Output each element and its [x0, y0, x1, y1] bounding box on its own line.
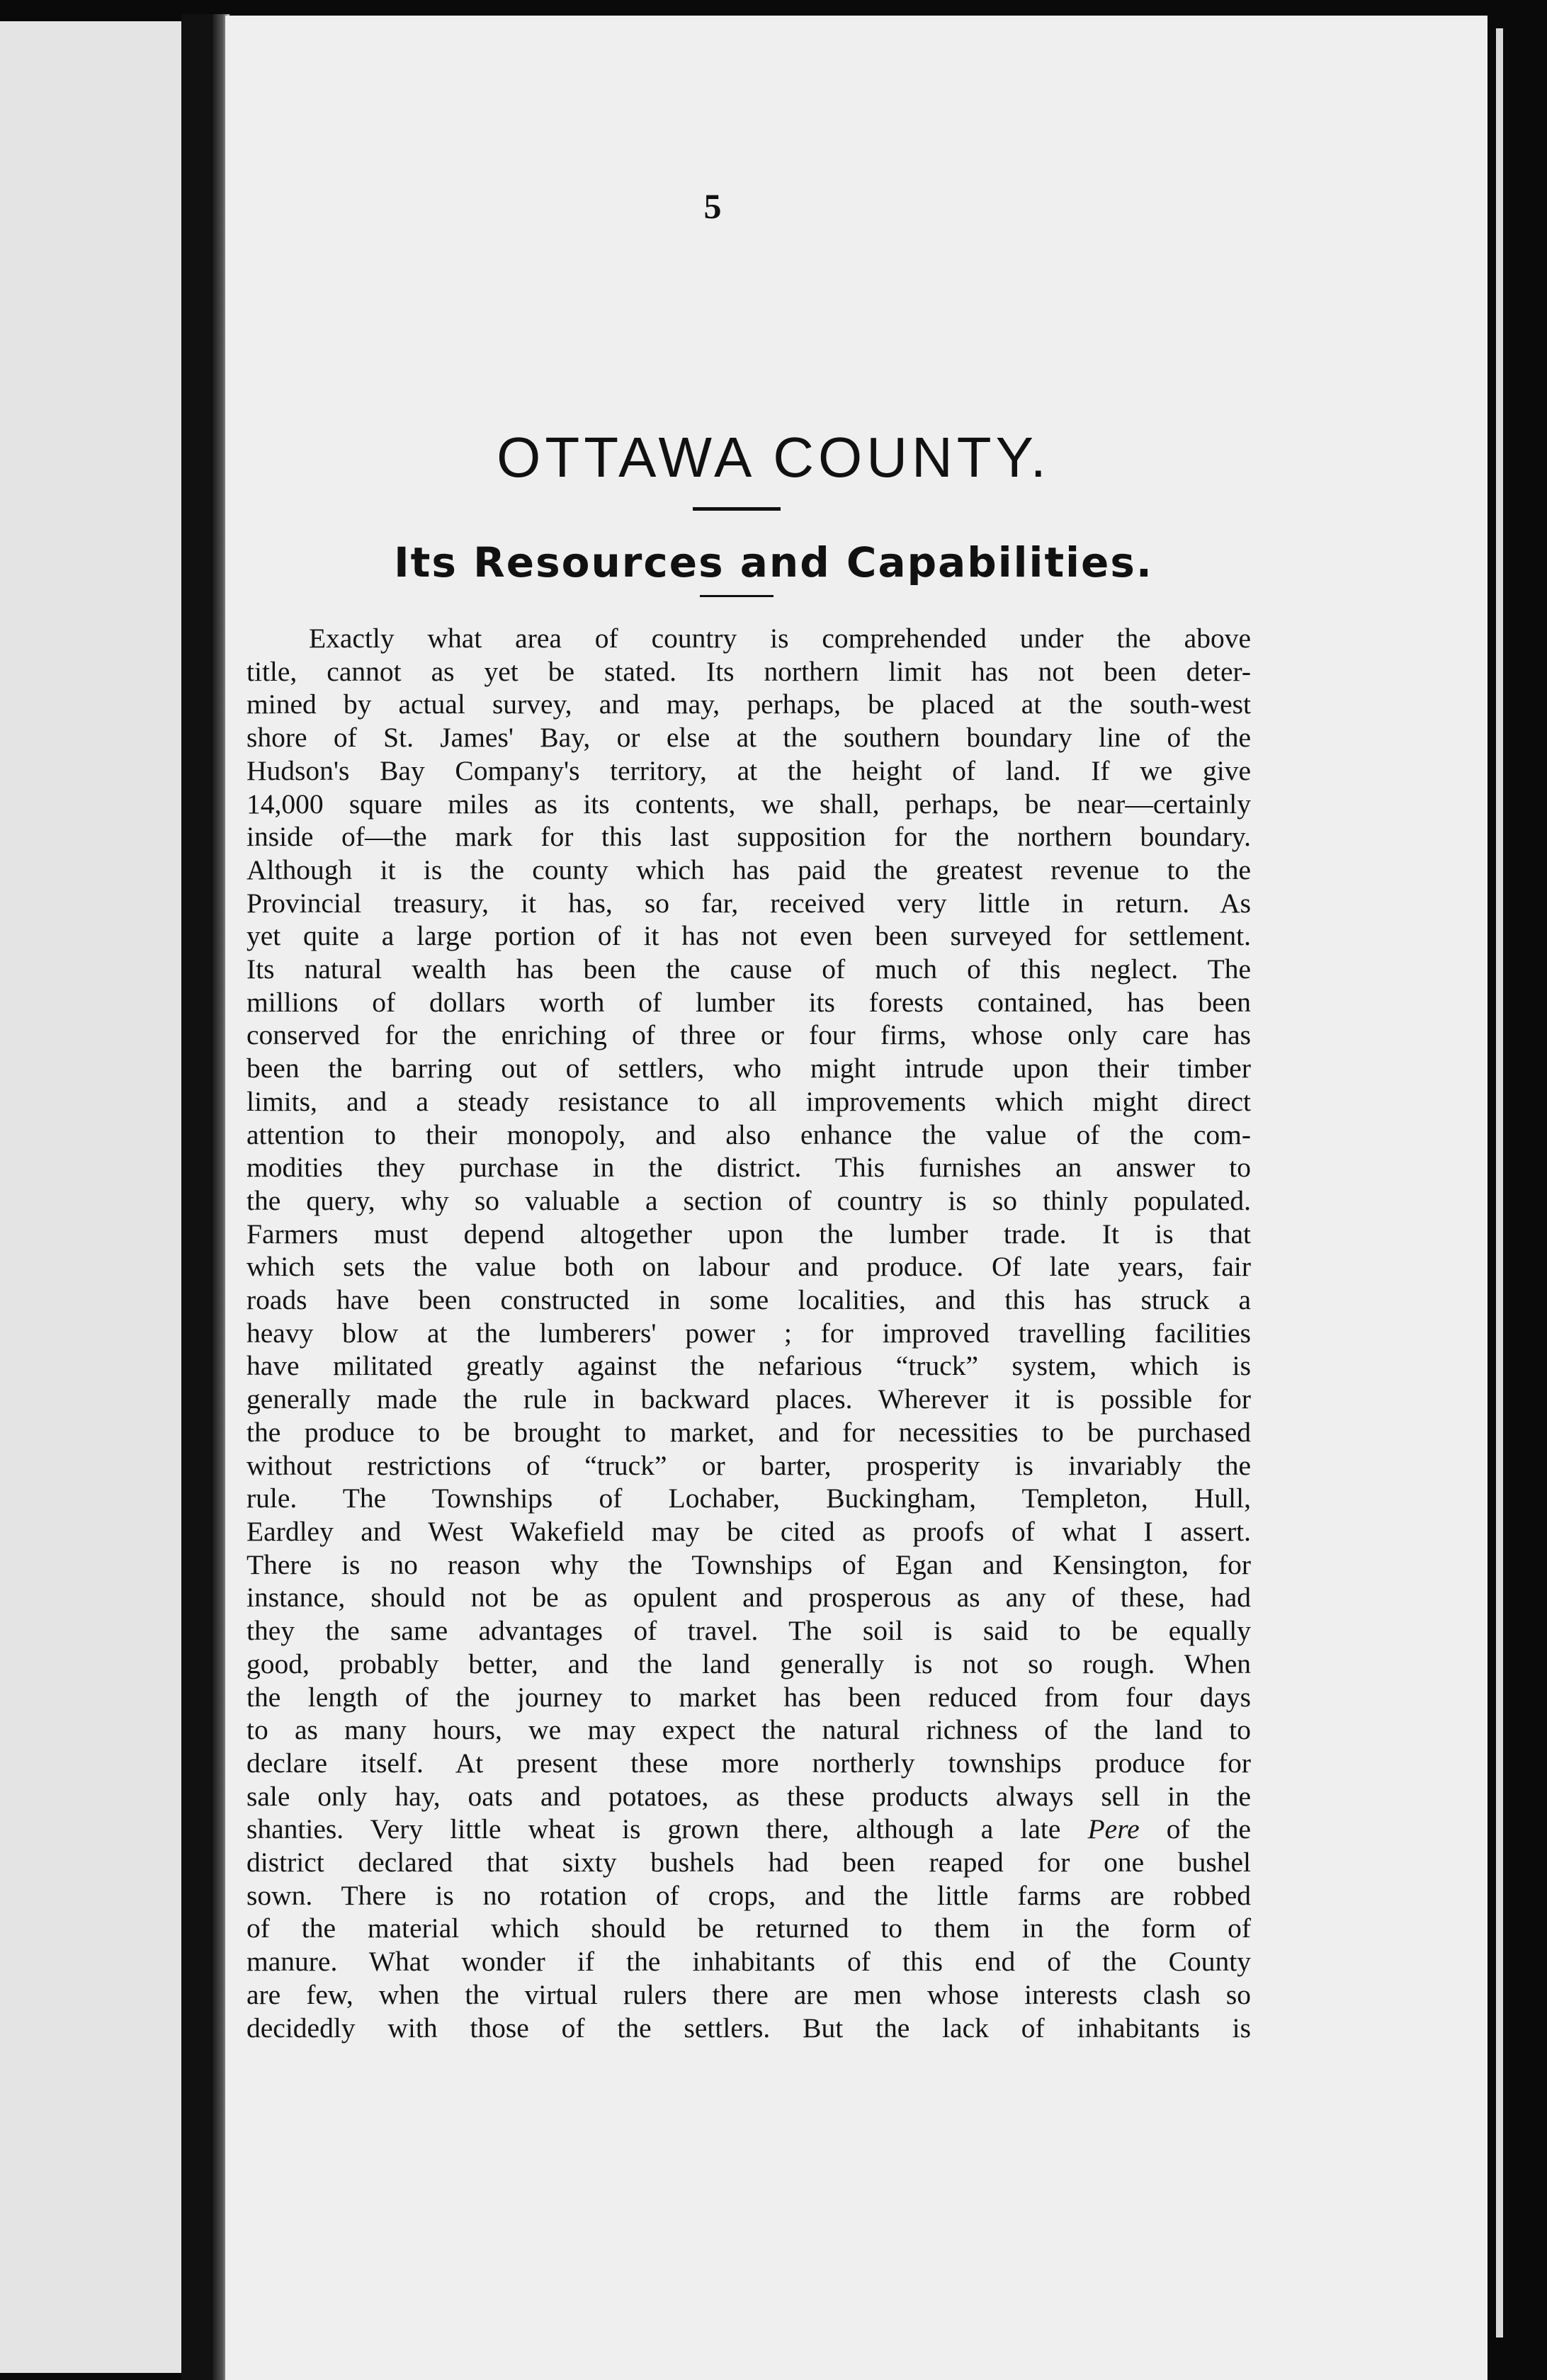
text-line: sale only hay, oats and potatoes, as these products always sell in the	[246, 1780, 1251, 1812]
text-segment: of the	[1166, 1813, 1251, 1845]
text-line: the produce to be brought to market, and for necessities to be purchased	[246, 1416, 1251, 1448]
text-line: without restrictions of “truck” or barter, prosperity is invariably the	[246, 1449, 1251, 1481]
facing-page-edge	[0, 21, 184, 2373]
right-border	[1488, 0, 1547, 2380]
text-line: manure. What wonder if the inhabitants of this end of the County	[246, 1946, 1251, 1978]
text-line: conserved for the enriching of three or four firms, whose only care has	[246, 1019, 1251, 1051]
text-line: shore of St. James' Bay, or else at the southern boundary line of the	[246, 722, 1251, 754]
text-line: declare itself. At present these more northerly townships produce for	[246, 1747, 1251, 1779]
text-line: the query, why so valuable a section of country is so thinly populated.	[246, 1184, 1251, 1216]
text-line: to as many hours, we may expect the natural richness of the land to	[246, 1714, 1251, 1746]
text-line: which sets the value both on labour and produce. Of late years, fair	[246, 1251, 1251, 1283]
text-line: Although it is the county which has paid the greatest revenue to the	[246, 854, 1251, 885]
text-line: inside of—the mark for this last supposition for the northern boundary.	[246, 821, 1251, 853]
text-line: district declared that sixty bushels had been reaped for one bushel	[246, 1847, 1251, 1878]
text-line: they the same advantages of travel. The soil is said to be equally	[246, 1615, 1251, 1647]
text-line: There is no reason why the Townships of Egan and Kensington, for	[246, 1548, 1251, 1580]
page-edge-line	[1496, 28, 1503, 2338]
text-line: Hudson's Bay Company's territory, at the height of land. If we give	[246, 754, 1251, 786]
text-line: Exactly what area of country is comprehended under the above	[309, 623, 1251, 654]
text-line-with-italic	[246, 1813, 1251, 1846]
text-line: been the barring out of settlers, who might intrude upon their timber	[246, 1053, 1251, 1084]
text-line: Provincial treasury, it has, so far, received very little in return. As	[246, 887, 1251, 919]
page-number: 5	[703, 186, 722, 226]
italic-word: Pere	[1087, 1813, 1140, 1845]
text-line: yet quite a large portion of it has not even been surveyed for settlement.	[246, 920, 1251, 952]
text-line: mined by actual survey, and may, perhaps, be placed at the south-west	[246, 688, 1251, 720]
text-line: 14,000 square miles as its contents, we shall, perhaps, be near—certainly	[246, 788, 1251, 820]
text-line: are few, when the virtual rulers there are men whose interests clash so	[246, 1978, 1251, 2010]
text-line: roads have been constructed in some localities, and this has struck a	[246, 1284, 1251, 1316]
text-line: modities they purchase in the district. This furnishes an answer to	[246, 1152, 1251, 1184]
text-line: good, probably better, and the land generally is not so rough. When	[246, 1648, 1251, 1679]
title-rule	[693, 507, 781, 511]
text-line: limits, and a steady resistance to all improvements which might direct	[246, 1085, 1251, 1117]
page-title: OTTAWA COUNTY.	[497, 426, 1050, 489]
text-line: instance, should not be as opulent and prosperous as any of these, had	[246, 1582, 1251, 1614]
page-subtitle: Its Resources and Capabilities.	[394, 538, 1153, 586]
text-line: Eardley and West Wakefield may be cited as proofs of what I assert.	[246, 1515, 1251, 1547]
text-line: decidedly with those of the settlers. But the lack of inhabitants is	[246, 2012, 1251, 2044]
text-line: sown. There is no rotation of crops, and the little farms are robbed	[246, 1879, 1251, 1911]
article-body	[246, 622, 1251, 2044]
text-line: the length of the journey to market has been reduced from four days	[246, 1681, 1251, 1713]
text-line: rule. The Townships of Lochaber, Buckingham, Templeton, Hull,	[246, 1483, 1251, 1514]
text-line: millions of dollars worth of lumber its forests contained, has been	[246, 986, 1251, 1018]
text-segment: shanties. Very little wheat is grown there, although a late	[246, 1813, 1061, 1845]
text-line: title, cannot as yet be stated. Its northern limit has not been deter-	[246, 655, 1251, 687]
text-line: attention to their monopoly, and also enhance the value of the com-	[246, 1118, 1251, 1150]
text-line: generally made the rule in backward places. Wherever it is possible for	[246, 1383, 1251, 1415]
text-line: heavy blow at the lumberers' power ; for improved travelling facilities	[246, 1317, 1251, 1349]
text-line: Its natural wealth has been the cause of much of this neglect. The	[246, 953, 1251, 985]
text-line: of the material which should be returned to them in the form of	[246, 1912, 1251, 1944]
subtitle-rule	[700, 595, 774, 597]
text-line: Farmers must depend altogether upon the lumber trade. It is that	[246, 1218, 1251, 1250]
text-line: have militated greatly against the nefarious “truck” system, which is	[246, 1350, 1251, 1382]
